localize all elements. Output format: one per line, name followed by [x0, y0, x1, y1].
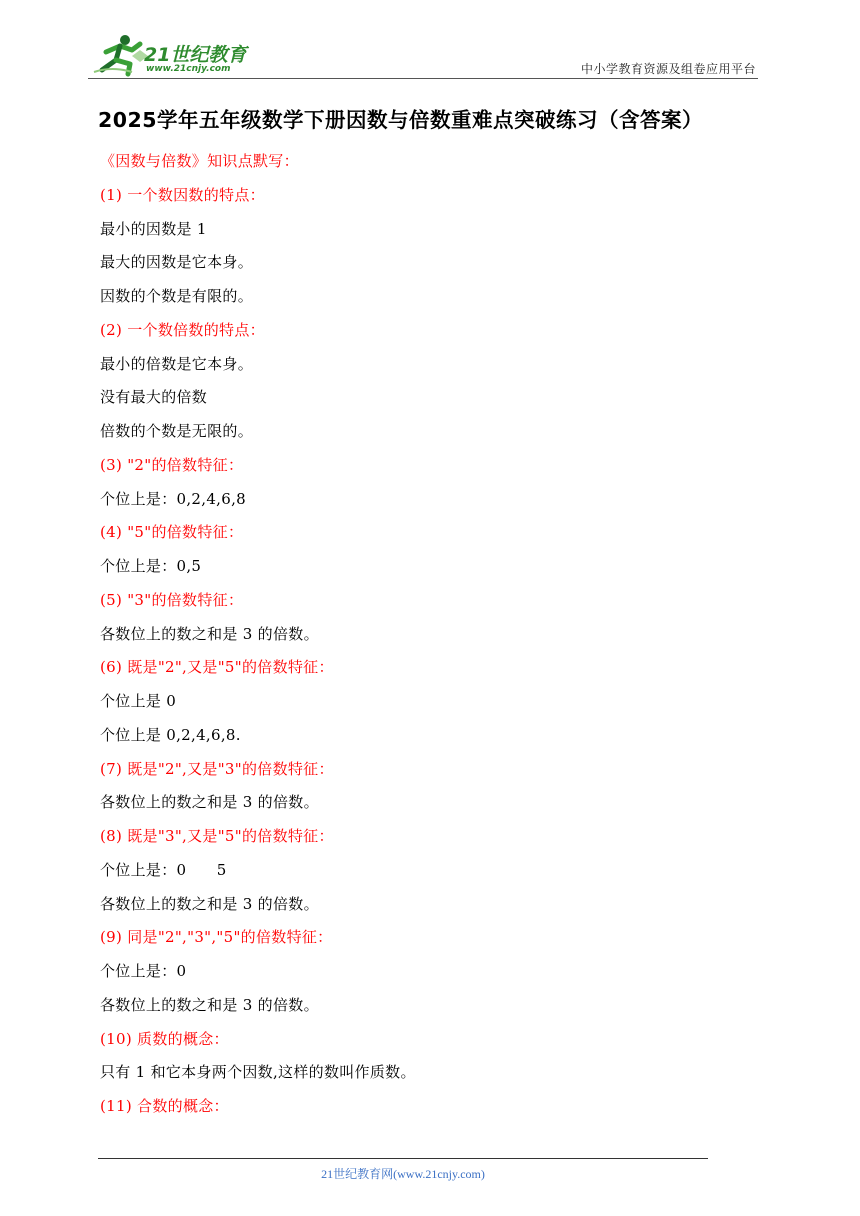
section-heading: (4) "5"的倍数特征： [100, 523, 244, 542]
body-text-line: 倍数的个数是无限的。 [100, 422, 254, 440]
body-text-line: 个位上是 0,2,4,6,8. [100, 725, 241, 744]
body-text-line: 个位上是 0 [100, 692, 177, 710]
section-heading: (2) 一个数倍数的特点： [100, 320, 265, 339]
section-heading: (6) 既是"2",又是"5"的倍数特征： [100, 658, 334, 677]
body-text-line: 各数位上的数之和是 3 的倍数。 [100, 894, 319, 913]
body-text-line: 个位上是：0,5 [100, 557, 202, 575]
logo-url: www.21cnjy.com [146, 64, 231, 74]
document-title: 2025学年五年级数学下册因数与倍数重难点突破练习（含答案） [98, 108, 704, 132]
body-text-line: 各数位上的数之和是 3 的倍数。 [100, 995, 319, 1014]
body-text-line: 各数位上的数之和是 3 的倍数。 [100, 624, 319, 643]
section-heading: (8) 既是"3",又是"5"的倍数特征： [100, 827, 334, 845]
body-text-line: 个位上是：0,2,4,6,8 [100, 489, 246, 508]
section-heading: (1) 一个数因数的特点： [100, 185, 265, 204]
site-tagline: 中小学教育资源及组卷应用平台 [580, 62, 756, 76]
footer-link[interactable]: 21世纪教育网(www.21cnjy.com) [321, 1167, 485, 1181]
body-text-line: 因数的个数是有限的。 [100, 287, 254, 305]
body-text-line: 最小的因数是 1 [100, 219, 207, 238]
body-text-line: 最小的倍数是它本身。 [100, 354, 254, 373]
section-heading: 《因数与倍数》知识点默写： [100, 152, 299, 170]
footer-divider [98, 1158, 708, 1159]
body-text-line: 只有 1 和它本身两个因数,这样的数叫作质数。 [100, 1063, 416, 1082]
body-text-line: 各数位上的数之和是 3 的倍数。 [100, 793, 319, 812]
section-heading: (7) 既是"2",又是"3"的倍数特征： [100, 759, 334, 778]
body-text-line: 个位上是：0 5 [100, 860, 227, 879]
section-heading: (11) 合数的概念： [100, 1097, 229, 1115]
document-body [100, 150, 740, 1129]
header-divider [88, 78, 758, 79]
body-text-line: 个位上是：0 [100, 962, 187, 980]
page-header [92, 30, 758, 80]
body-text-line: 没有最大的倍数 [100, 388, 208, 407]
section-heading: (3) "2"的倍数特征： [100, 455, 244, 474]
logo-text: 21世纪教育 [144, 44, 247, 66]
section-heading: (9) 同是"2","3","5"的倍数特征： [100, 928, 333, 947]
body-text-line: 最大的因数是它本身。 [100, 253, 254, 272]
site-logo[interactable] [92, 30, 262, 80]
section-heading: (5) "3"的倍数特征： [100, 590, 244, 609]
section-heading: (10) 质数的概念： [100, 1029, 229, 1048]
